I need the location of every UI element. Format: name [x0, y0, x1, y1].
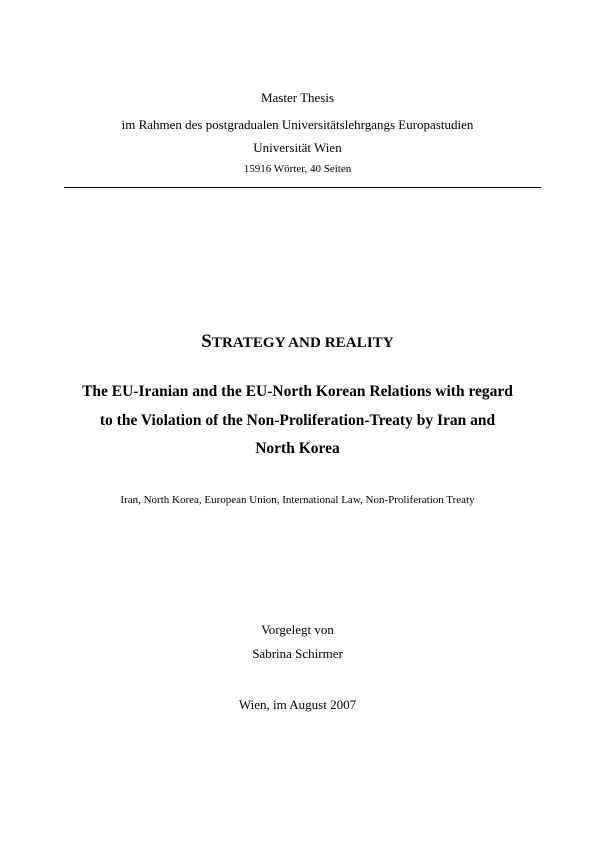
header-divider — [64, 187, 541, 188]
thesis-type: Master Thesis — [260, 90, 335, 105]
university-line: Universität Wien — [253, 140, 342, 155]
place-date: Wien, im August 2007 — [238, 697, 357, 712]
submitted-by-label: Vorgelegt von — [261, 622, 334, 637]
word-count-line: 15916 Wörter, 40 Seiten — [243, 163, 352, 175]
author-name: Sabrina Schirmer — [252, 646, 343, 661]
title-initial: S — [201, 331, 212, 352]
program-line: im Rahmen des postgradualen Universitätslehrgangs Europastudien — [121, 117, 474, 132]
subtitle-line-1: The EU-Iranian and the EU-North Korean Relations with regard — [82, 383, 513, 400]
main-title — [0, 331, 595, 353]
subtitle-line-3: North Korea — [255, 440, 340, 457]
title-rest: TRATEGY AND REALITY — [211, 335, 394, 351]
keywords: Iran, North Korea, European Union, International Law, Non-Proliferation Treaty — [120, 494, 475, 506]
subtitle-line-2: to the Violation of the Non-Proliferation-Treaty by Iran and — [99, 412, 496, 429]
